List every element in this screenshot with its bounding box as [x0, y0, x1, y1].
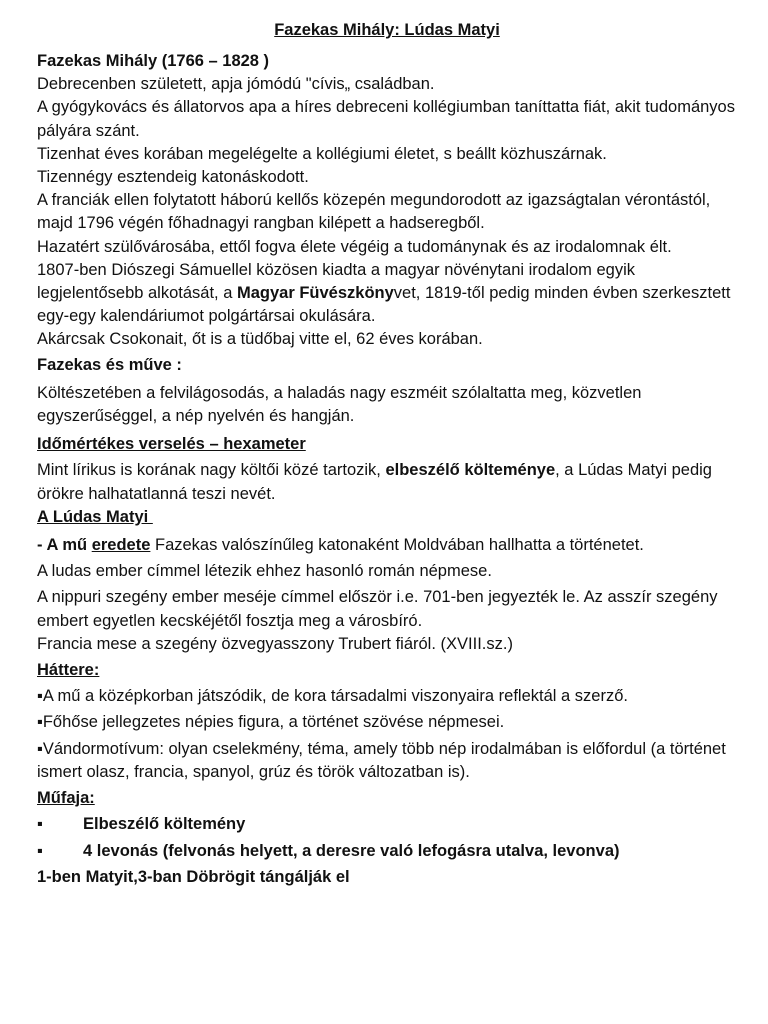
document-page — [37, 18, 737, 890]
bio-heading: Fazekas Mihály (1766 – 1828 ) — [37, 52, 270, 70]
text-span: vet, 1819-től pedig minden évben szerkesztett egy-egy kalendáriumot polgártársai okulására. — [37, 284, 731, 326]
verse-paragraph — [37, 459, 737, 505]
verse-bold: elbeszélő költeménye — [385, 461, 556, 480]
text-span: , a Lúdas Matyi pedig örökre halhatatlanná teszi nevét. — [37, 461, 712, 503]
genre-item-text: Elbeszélő költemény — [83, 815, 246, 834]
bullet-icon: ▪ — [37, 815, 43, 834]
genre-item-text: 4 levonás (felvonás helyett, a deresre való lefogásra utalva, levonva) — [83, 841, 620, 860]
bullet-icon: ▪ — [37, 841, 43, 860]
background-item: ▪A mű a középkorban játszódik, de kora társadalmi viszonyaira reflektál a szerző. — [37, 687, 628, 706]
origin-text: Fazekas valószínűleg katonaként Moldvában hallhatta a történetet. — [150, 536, 644, 555]
background-item: ▪Vándormotívum: olyan cselekmény, téma, amely több nép irodalmában is előfordul (a történet ismert olasz, francia, spanyol, grúz és török változatban is). — [37, 739, 726, 781]
origin-label: eredete — [91, 536, 151, 555]
ludas-heading: A Lúdas Matyi — [37, 507, 153, 526]
bio-line: Akárcsak Csokonait, őt is a tüdőbaj vitte el, 62 éves korában. — [37, 330, 483, 349]
ludas-paragraph: A nippuri szegény ember meséje címmel először i.e. 701-ben jegyezték le. Az asszír szegény embert egyetlen kecskéjétől fosztja meg a városbíró. — [37, 588, 718, 630]
genre-heading: Műfaja: — [37, 789, 95, 808]
genre-item — [37, 813, 737, 837]
bio-book-paragraph — [37, 259, 737, 329]
work-heading: Fazekas és műve : — [37, 355, 182, 374]
text-span: 1807-ben Diószegi Sámuellel közösen kiadta a magyar növénytani irodalom egyik legjelentősebb alkotását, a — [37, 260, 636, 303]
text-span: Mint lírikus is korának nagy költői közé tartozik, — [37, 461, 386, 480]
bio-line: Debrecenben született, apja jómódú "cívis„ családban. — [37, 75, 435, 94]
bio-line: Hazatért szülővárosába, ettől fogva élete végéig a tudománynak és az irodalomnak élt. — [37, 237, 672, 256]
page-title: Fazekas Mihály: Lúdas Matyi — [274, 21, 500, 39]
book-title: Magyar Füvészköny — [236, 284, 394, 303]
bio-line: Tizenhat éves korában megelégelte a kollégiumi életet, s beállt közhuszárnak. — [37, 144, 607, 163]
origin-prefix: - A mű — [37, 536, 92, 555]
background-item: ▪Főhőse jellegzetes népies figura, a történet szövése népmesei. — [37, 713, 505, 732]
origin-paragraph — [37, 534, 737, 557]
genre-item — [37, 840, 737, 864]
bio-line: Tizennégy esztendeig katonáskodott. — [37, 168, 309, 187]
work-text: Költészetében a felvilágosodás, a haladás nagy eszméit szólaltatta meg, közvetlen egyszerűséggel, a nép nyelvén és hangján. — [37, 383, 642, 426]
bio-line: A franciák ellen folytatott háború kellős közepén megundorodott az igazságtalan vérontástól, majd 1796 végén főhadnagyi rangban kilépett a hadseregből. — [37, 191, 711, 233]
bio-line: A gyógykovács és állatorvos apa a híres debreceni kollégiumban taníttatta fiát, akit tudományos pályára szánt. — [37, 98, 735, 140]
background-heading: Háttere: — [37, 661, 100, 680]
ludas-paragraph: A ludas ember címmel létezik ehhez hasonló román népmese. — [37, 562, 492, 581]
verse-heading: Időmértékes verselés – hexameter — [37, 435, 306, 454]
genre-last-line: 1-ben Matyit,3-ban Döbrögit tángálják el — [37, 868, 350, 887]
ludas-paragraph: Francia mese a szegény özvegyasszony Trubert fiáról. (XVIII.sz.) — [37, 634, 513, 653]
